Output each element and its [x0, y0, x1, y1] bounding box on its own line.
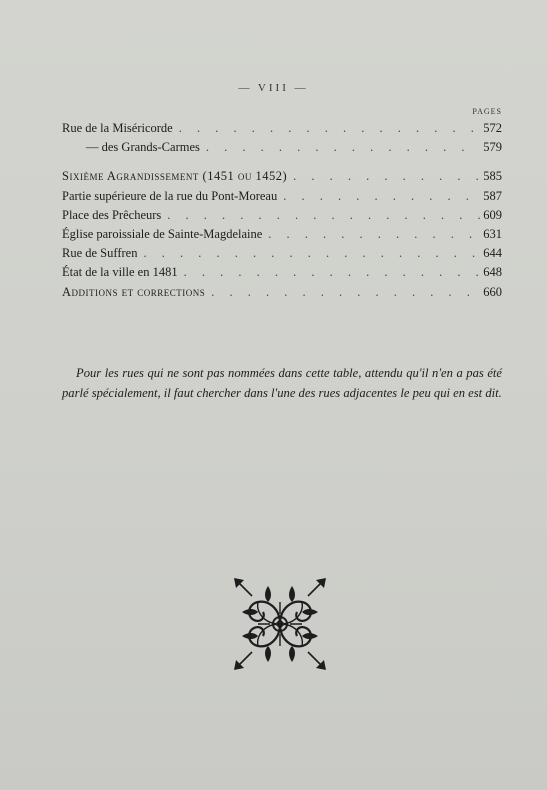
running-head: — VIII —: [238, 82, 309, 94]
toc-entry: [62, 138, 502, 157]
dot-leader: [137, 244, 480, 263]
toc-entry-label: Église paroissiale de Sainte-Magdelaine: [62, 226, 263, 241]
toc-entry-page: 648: [483, 265, 502, 280]
toc-entry-label: Rue de la Miséricorde: [62, 121, 173, 135]
toc-entry-page: 572: [483, 121, 502, 135]
toc-entry-page: 587: [483, 188, 502, 203]
fleuron-ornament-icon: [228, 572, 332, 676]
toc-section-heading: Additions et corrections: [62, 284, 206, 299]
toc-entry-page: 585: [483, 169, 502, 184]
toc-entry-page: 609: [483, 207, 502, 222]
toc-entry: [62, 187, 502, 206]
dot-leader: [178, 263, 480, 282]
toc-entry-label: — des Grands-Carmes: [86, 140, 200, 155]
toc-entry-page: 644: [483, 246, 502, 261]
toc-entry: [62, 225, 502, 244]
toc-entry: [62, 263, 502, 282]
dot-leader: [161, 206, 480, 225]
toc-entry-page: 579: [483, 140, 502, 155]
dot-leader: [173, 119, 480, 138]
toc-entry-page: 660: [483, 284, 502, 299]
dot-leader: [262, 225, 480, 244]
toc-entry-label: Partie supérieure de la rue du Pont-Moreau: [62, 188, 278, 203]
toc-entry: [62, 283, 502, 302]
pages-column-label: PAGES: [472, 107, 502, 116]
table-of-contents: [62, 119, 502, 302]
explanatory-note: Pour les rues qui ne sont pas nommées dans cette table, attendu qu'il n'en a pas été parlé spécialement, il faut chercher dans l'une des rues adjacentes le peu qui en est dit.: [62, 365, 502, 400]
dot-leader: [287, 167, 480, 186]
toc-entry-page: 631: [483, 226, 502, 241]
dot-leader: [277, 187, 480, 206]
dot-leader: [200, 138, 480, 157]
dot-leader: [205, 283, 480, 302]
toc-entry: [62, 119, 502, 138]
toc-entry-label: État de la ville en 1481: [62, 265, 178, 280]
toc-entry: [62, 206, 502, 225]
toc-section-heading: Sixième Agrandissement (1451 ou 1452): [62, 169, 288, 184]
toc-entry-label: Place des Prêcheurs: [62, 207, 162, 222]
toc-entry: [62, 167, 502, 186]
toc-entry-label: Rue de Suffren: [62, 246, 138, 261]
toc-entry: [62, 244, 502, 263]
